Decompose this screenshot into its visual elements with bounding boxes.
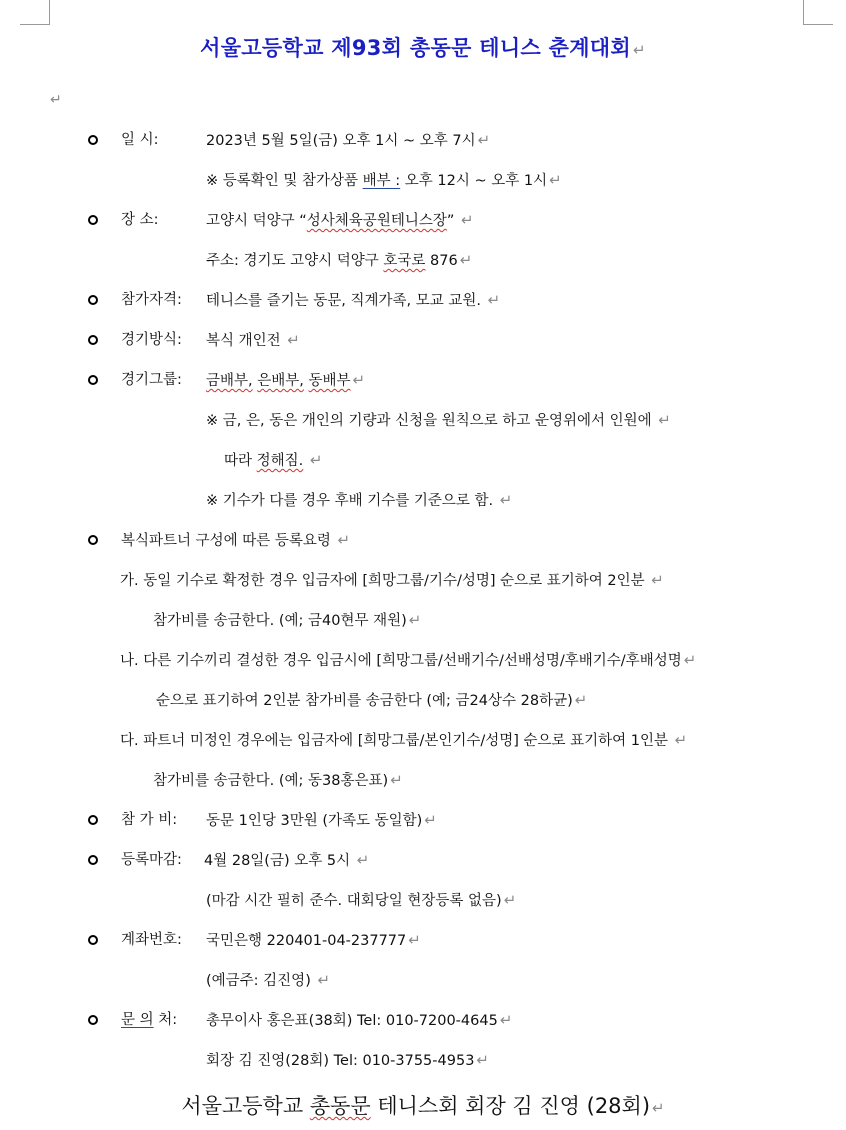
page-corner-mark [20,24,50,25]
partner-item-da-cont: 참가비를 송금한다. (예; 동38홍은표) ↵ [153,771,403,789]
account-label: 계좌번호: [121,932,182,948]
partner-item-ga: 가. 동일 기수로 확정한 경우 입금자에 [희망그룹/기수/성명] 순으로 표기하여 2인분 ↵ [120,571,664,589]
groups-label: 경기그룹: [121,372,182,388]
format-label: 경기방식: [121,332,182,348]
contact-label: 문 의 처: [121,1012,178,1028]
bullet-icon [88,935,98,945]
document-signature: 서울고등학교 총동문 테니스회 회장 김 진영 (28회) ↵ [181,1094,665,1118]
venue-label: 장 소: [121,212,159,228]
bullet-icon [88,535,98,545]
bullet-icon [88,215,98,225]
bullet-icon [88,375,98,385]
document-title: 서울고등학교 제93회 총동문 테니스 춘계대회 ↵ [200,36,646,60]
partner-item-da: 다. 파트너 미정인 경우에는 입금자에 [희망그룹/본인기수/성명] 순으로 표기하여 1인분 ↵ [120,731,688,749]
page-corner-mark [803,0,804,24]
deadline-label: 등록마감: [121,852,182,868]
schedule-value: 2023년 5월 5일(금) 오후 1시 ~ 오후 7시 ↵ [206,131,491,149]
fee-label: 참 가 비: [121,812,178,828]
page-corner-mark [49,0,50,24]
bullet-icon [88,335,98,345]
bullet-icon [88,855,98,865]
bullet-icon [88,295,98,305]
partner-item-na-cont: 순으로 표기하여 2인분 참가비를 송금한다 (예; 금24상수 28하균) ↵ [156,691,588,709]
eligibility-label: 참가자격: [121,292,182,308]
partner-label: 복식파트너 구성에 따른 등록요령 [121,533,331,549]
bullet-icon [88,135,98,145]
paragraph-mark: ↵ [50,92,62,108]
schedule-label: 일 시: [121,132,159,148]
partner-item-ga-cont: 참가비를 송금한다. (예; 금40현무 재원) ↵ [153,611,422,629]
bullet-icon [88,815,98,825]
bullet-icon [88,1015,98,1025]
partner-item-na: 나. 다른 기수끼리 결성한 경우 입금시에 [희망그룹/선배기수/선배성명/후배기수/후배성명 ↵ [120,651,697,669]
page-corner-mark [803,24,833,25]
